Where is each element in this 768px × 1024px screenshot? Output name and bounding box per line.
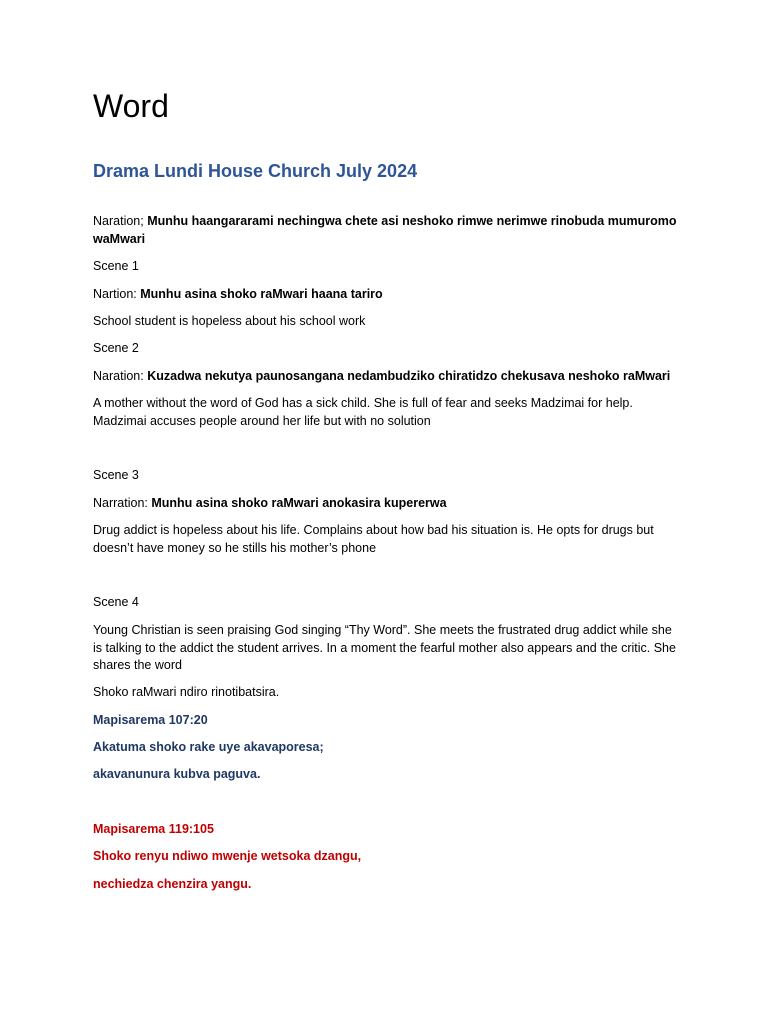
intro-narration-label: Naration; xyxy=(93,214,148,228)
scene1-narration xyxy=(93,286,683,304)
scene2-narration xyxy=(93,368,693,386)
scene1-narration-text: Munhu asina shoko raMwari haana tariro xyxy=(140,287,383,301)
document-subtitle: Drama Lundi House Church July 2024 xyxy=(93,161,418,181)
scene3-description: Drug addict is hopeless about his life. Complains about how bad his situation is. He opts for drugs but doesn’t have money so he stills his mother’s phone xyxy=(93,523,654,555)
intro-narration xyxy=(93,213,683,248)
document-title: Word xyxy=(93,88,169,124)
verse1-reference: Mapisarema 107:20 xyxy=(93,713,208,727)
scene3-heading: Scene 3 xyxy=(93,468,139,482)
scene4-description: Young Christian is seen praising God singing “Thy Word”. She meets the frustrated drug addict while she is talking to the addict the student arrives. In a moment the fearful mother also appears and the critic. She shares the word xyxy=(93,623,676,672)
scene2-narration-label: Naration: xyxy=(93,369,148,383)
scene2-description: A mother without the word of God has a sick child. She is full of fear and seeks Madzimai for help. Madzimai accuses people around her life but with no solution xyxy=(93,396,633,428)
verse2-line1: Shoko renyu ndiwo mwenje wetsoka dzangu, xyxy=(93,849,362,863)
scene4-closing: Shoko raMwari ndiro rinotibatsira. xyxy=(93,685,280,699)
scene2-heading: Scene 2 xyxy=(93,341,139,355)
scene2-narration-text: Kuzadwa nekutya paunosangana nedambudziko chiratidzo chekusava neshoko raMwari xyxy=(147,369,671,383)
scene3-narration-label: Narration: xyxy=(93,496,152,510)
scene1-heading: Scene 1 xyxy=(93,259,139,273)
verse2-line2: nechiedza chenzira yangu. xyxy=(93,877,252,891)
intro-narration-text: Munhu haangararami nechingwa chete asi neshoko rimwe nerimwe rinobuda mumuromo waMwari xyxy=(93,214,677,246)
scene1-narration-label: Nartion: xyxy=(93,287,141,301)
scene3-narration xyxy=(93,495,683,513)
verse2-reference: Mapisarema 119:105 xyxy=(93,822,214,836)
scene1-description: School student is hopeless about his school work xyxy=(93,314,366,328)
scene3-narration-text: Munhu asina shoko raMwari anokasira kupererwa xyxy=(151,496,447,510)
scene4-heading: Scene 4 xyxy=(93,595,139,609)
verse1-line1: Akatuma shoko rake uye akavaporesa; xyxy=(93,740,324,754)
verse1-line2: akavanunura kubva paguva. xyxy=(93,767,261,781)
